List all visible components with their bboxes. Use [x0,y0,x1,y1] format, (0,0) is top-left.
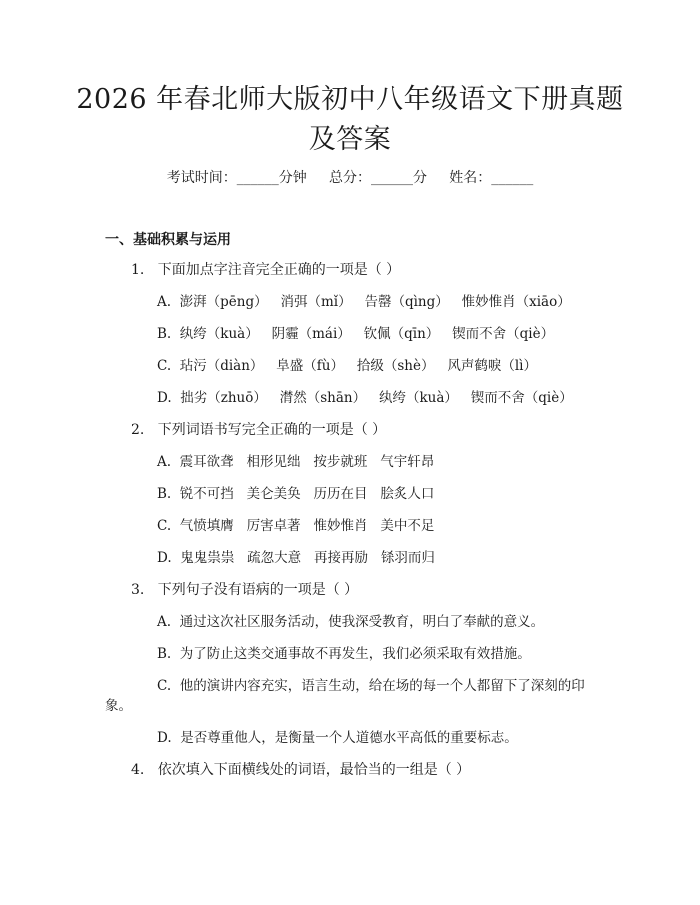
question-3-option-b: B. 为了防止这类交通事故不再发生，我们必须采取有效措施。 [157,646,531,662]
question-2-option-d: D. 鬼鬼祟祟 疏忽大意 再接再励 铩羽而归 [157,550,435,566]
question-3-option-a: A. 通过这次社区服务活动，使我深受教育，明白了奉献的意义。 [157,614,545,630]
question-2-stem: 2. 下列词语书写完全正确的一项是（ ） [131,422,387,438]
question-2-option-c: C. 气愤填膺 厉害卓著 惟妙惟肖 美中不足 [157,518,435,534]
question-2-option-a: A. 震耳欲聋 相形见绌 按步就班 气宇轩昂 [157,454,435,470]
question-1-option-c: C. 玷污（diàn） 阜盛（fù） 拾级（shè） 风声鹤唳（lì） [157,358,537,374]
question-1-stem: 1. 下面加点字注音完全正确的一项是（ ） [131,262,401,278]
question-3-option-d: D. 是否尊重他人，是衡量一个人道德水平高低的重要标志。 [157,730,518,746]
exam-info: 考试时间：______分钟 总分：______分 姓名：______ [166,170,534,186]
question-4-stem: 4. 依次填入下面横线处的词语，最恰当的一组是（ ） [131,762,471,778]
question-1-option-b: B. 纨绔（kuà） 阴霾（mái） 钦佩（qīn） 锲而不舍（qiè） [157,326,555,342]
question-1-option-d: D. 拙劣（zhuō） 潸然（shān） 纨绔（kuà） 锲而不舍（qiè） [157,390,573,406]
question-3-option-c: C. 他的演讲内容充实，语言生动，给在场的每一个人都留下了深刻的印 [157,678,585,694]
question-1-option-a: A. 澎湃（pēng） 消弭（mǐ） 告罄（qìng） 惟妙惟肖（xiāo） [157,294,571,310]
page-title-line-2: 及答案 [308,124,392,155]
question-2-option-b: B. 锐不可挡 美仑美奂 历历在目 脍炙人口 [157,486,435,502]
page-title-line-1: 2026 年春北师大版初中八年级语文下册真题 [76,84,624,115]
question-3-option-c-continued: 象。 [105,698,132,714]
question-3-stem: 3. 下列句子没有语病的一项是（ ） [131,582,359,598]
section-heading: 一、基础积累与运用 [105,232,231,248]
